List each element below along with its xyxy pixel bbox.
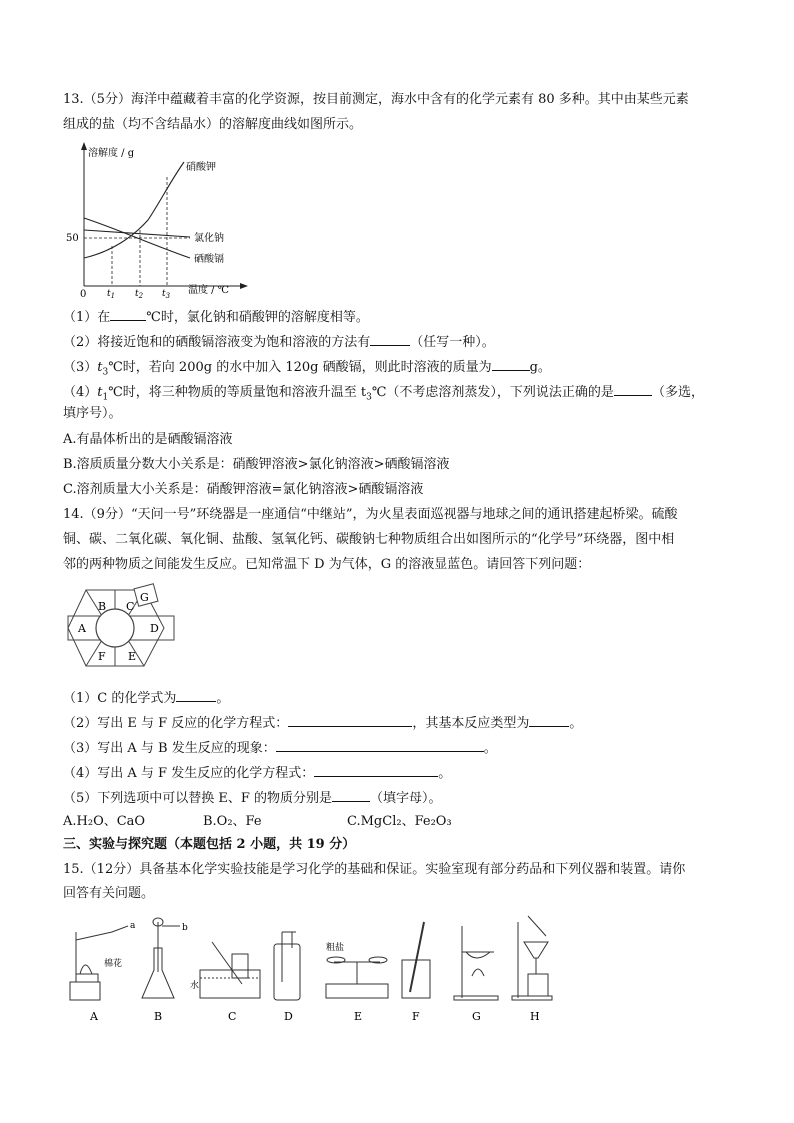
- q13-sub2: （2）将接近饱和的硒酸镉溶液变为饱和溶液的方法有 （任写一种）。: [63, 331, 495, 353]
- q15-line2: 回答有关问题。: [63, 886, 155, 901]
- q14-sub3-blank[interactable]: [276, 737, 484, 752]
- q13-sub4-line2: 填序号）。: [63, 406, 122, 421]
- q13-option-c: C.溶剂质量大小关系是：硝酸钾溶液=氯化钠溶液>硒酸镉溶液: [63, 482, 424, 497]
- q14-sub5-blank[interactable]: [332, 787, 370, 802]
- apparatus-label-d: D: [284, 1010, 293, 1023]
- q14-line3: 邻的两种物质之间能发生反应。已知常温下 D 为气体，G 的溶液显蓝色。请回答下列问题：: [63, 557, 591, 572]
- q14-sub3: （3）写出 A 与 B 发生反应的现象： 。: [63, 737, 497, 759]
- q14-sub5: （5）下列选项中可以替换 E、F 的物质分别是 （填字母）。: [63, 787, 442, 809]
- q13-sub3: $(3)t_3℃$时，若向 200g 的水中加入 120g 硒酸镉，则此时溶液的质量为 g。: [63, 356, 551, 383]
- q13-sub3-blank[interactable]: [492, 356, 530, 371]
- q14-sub1-blank[interactable]: [176, 687, 216, 702]
- apparatus-g: [454, 926, 498, 1000]
- q13-sub1: （1）在 ℃时，氯化钠和硝酸钾的溶解度相等。: [63, 306, 369, 328]
- q13-sub1-blank[interactable]: [110, 306, 146, 321]
- apparatus-h: [512, 916, 552, 1000]
- chart-x-tick-t2: $t_2$: [135, 289, 144, 298]
- q13-line2: 组成的盐（均不含结晶水）的溶解度曲线如图所示。: [63, 117, 363, 132]
- label-salt: 粗盐: [326, 943, 345, 953]
- apparatus-label-e: E: [354, 1010, 363, 1023]
- q14-sub4: （4）写出 A 与 F 发生反应的化学方程式： 。: [63, 762, 451, 784]
- apparatus-label-f: F: [412, 1010, 420, 1023]
- chart-x-tick-t3: $t_3$: [162, 289, 171, 298]
- diagram-label-c: C: [126, 600, 135, 613]
- series-kno3-label: 硝酸钾: [186, 162, 216, 173]
- q14-line2: 铜、碳、二氧化碳、氧化铜、盐酸、氢氧化钙、碳酸钠七种物质组合出如图所示的“化学号”环绕器，图中相: [63, 532, 675, 547]
- series-kno3-curve: [84, 162, 184, 258]
- apparatus-label-g: G: [472, 1010, 481, 1023]
- q15-line1: 15.（12分）具备基本化学实验技能是学习化学的基础和保证。实验室现有部分药品和下列仪器和装置。请你: [63, 862, 686, 877]
- q14-line1: 14.（9分）“天问一号”环绕器是一座通信“中继站”，为火星表面巡视器与地球之间的通讯搭建起桥梁。硫酸: [63, 507, 678, 522]
- q14-sub2: （2）写出 E 与 F 反应的化学方程式： ，其基本反应类型为 。: [63, 712, 582, 734]
- label-cotton: 棉花: [104, 959, 123, 969]
- q13-option-b: B.溶质质量分数大小关系是：硝酸钾溶液>氯化钠溶液>硒酸镉溶液: [63, 457, 450, 472]
- label-b-pointer: b: [182, 923, 188, 933]
- apparatus-d: [274, 932, 300, 1000]
- q14-options: [63, 812, 452, 832]
- apparatus-label-h: H: [530, 1010, 540, 1023]
- q14-sub2-blank-equation[interactable]: [288, 712, 412, 727]
- chart-x-tick-t1: $t_1$: [107, 289, 116, 298]
- apparatus-f: [402, 922, 430, 998]
- diagram-label-a: A: [78, 622, 86, 635]
- q14-option-c: C.MgCl₂、Fe₂O₃: [347, 814, 452, 829]
- q14-sub1: （1）C 的化学式为 。: [63, 687, 229, 709]
- chart-origin: 0: [80, 289, 87, 298]
- q13-option-a: A.有晶体析出的是硒酸镉溶液: [63, 432, 233, 447]
- q14-option-a: A.H₂O、CaO: [63, 814, 146, 829]
- q14-option-b: B.O₂、Fe: [203, 814, 262, 829]
- diagram-label-d: D: [150, 622, 159, 635]
- apparatus-c: [200, 942, 260, 998]
- apparatus-label-c: C: [228, 1010, 237, 1023]
- solubility-chart: [60, 140, 250, 298]
- apparatus-e: [326, 957, 388, 998]
- chart-xlabel: 温度 / ℃: [188, 285, 229, 296]
- apparatus-label-a: A: [90, 1010, 98, 1023]
- label-a-pointer: a: [130, 921, 136, 931]
- diagram-label-b: B: [98, 600, 107, 613]
- chart-ylabel: 溶解度 / g: [88, 148, 135, 159]
- apparatus-b: [142, 918, 180, 998]
- q13-sub4-blank[interactable]: [614, 381, 652, 396]
- q13-sub2-blank[interactable]: [370, 331, 410, 346]
- series-nacl-label: 氯化钠: [194, 233, 224, 244]
- q14-sub4-blank[interactable]: [314, 762, 438, 777]
- q13-line1: 13.（5分）海洋中蕴藏着丰富的化学资源，按目前测定，海水中含有的化学元素有 80 多种。其中由某些元素: [63, 92, 689, 107]
- series-cdse-label: 硒酸镉: [194, 254, 224, 265]
- q14-sub2-blank-type[interactable]: [529, 712, 569, 727]
- label-water: 水: [190, 981, 200, 991]
- section3-title: 三、实验与探究题（本题包括 2 小题，共 19 分）: [63, 837, 356, 852]
- orbiter-diagram: [66, 580, 176, 678]
- apparatus-figure: [62, 912, 562, 1024]
- chart-y-tick-50: 50: [66, 233, 79, 244]
- diagram-label-e: E: [128, 650, 137, 663]
- apparatus-label-b: B: [154, 1010, 163, 1023]
- q13-sub4: $(4)t_1℃$时，将三种物质的等质量饱和溶液升温至 $t_3℃$（不考虑溶剂蒸发），下列说法正确的是 （多选，: [63, 381, 704, 408]
- diagram-label-f: F: [98, 650, 106, 663]
- diagram-label-g: G: [140, 591, 149, 604]
